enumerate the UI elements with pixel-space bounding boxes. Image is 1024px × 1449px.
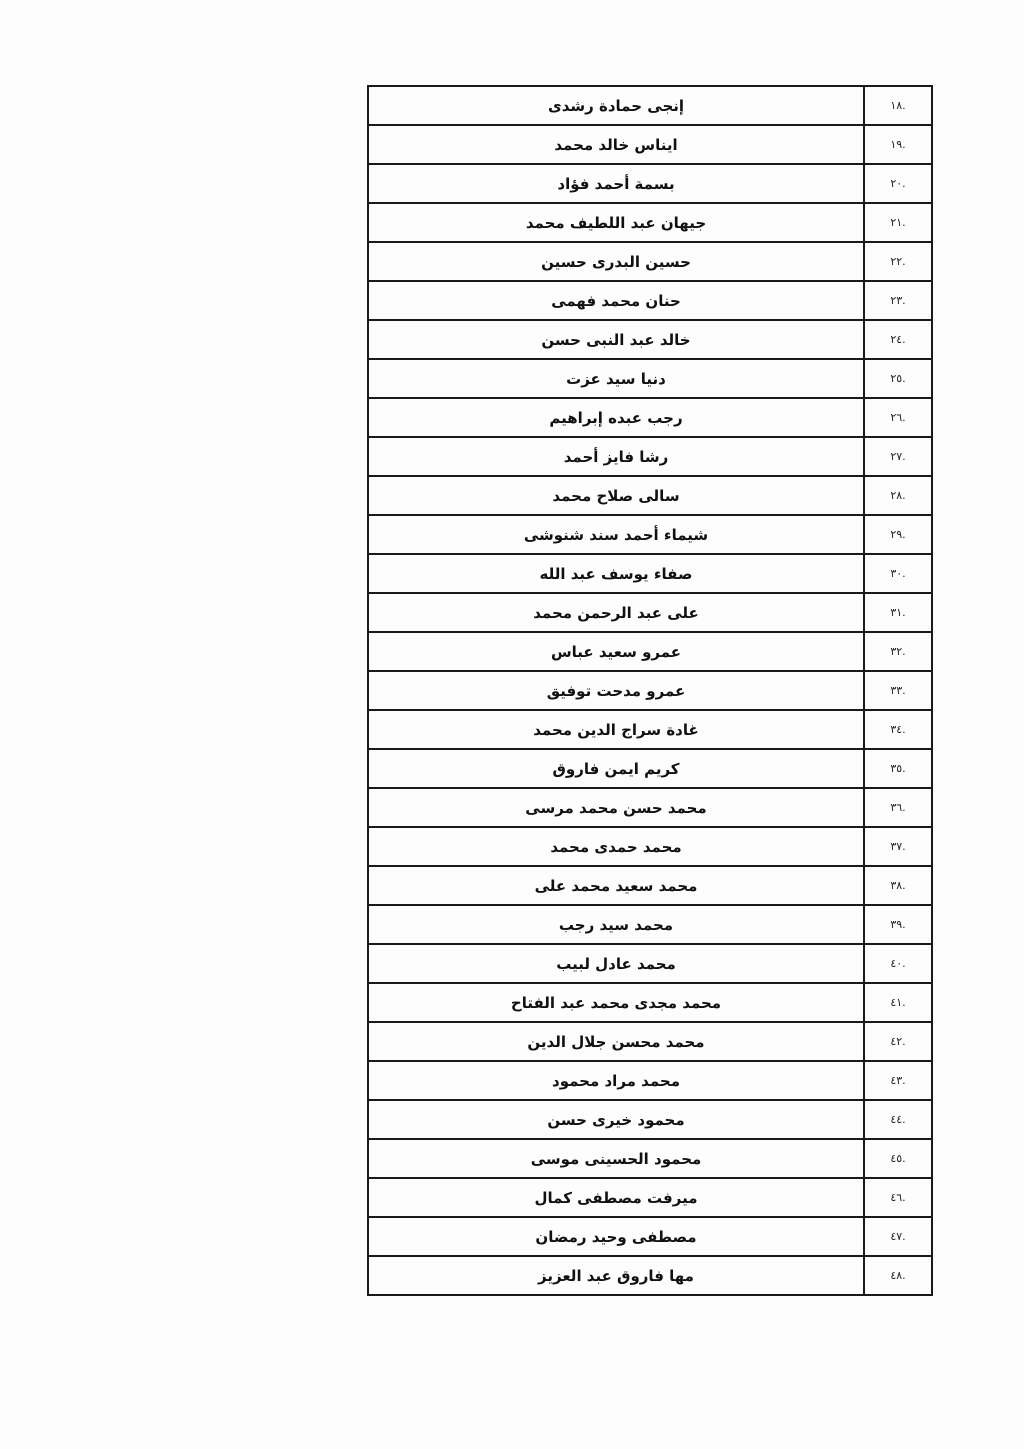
person-name: حنان محمد فهمى [368, 281, 864, 320]
row-number: .٣٣ [864, 671, 932, 710]
person-name: عمرو سعيد عباس [368, 632, 864, 671]
person-name: مها فاروق عبد العزيز [368, 1256, 864, 1295]
table-row [368, 944, 932, 983]
row-number: .١٩ [864, 125, 932, 164]
table-row [368, 554, 932, 593]
person-name: محمد مراد محمود [368, 1061, 864, 1100]
table-row [368, 359, 932, 398]
row-number: .٣٨ [864, 866, 932, 905]
person-name: إنجى حمادة رشدى [368, 86, 864, 125]
table-row [368, 1217, 932, 1256]
table-row [368, 320, 932, 359]
row-number: .٤١ [864, 983, 932, 1022]
row-number: .٣١ [864, 593, 932, 632]
person-name: على عبد الرحمن محمد [368, 593, 864, 632]
row-number: .٣٩ [864, 905, 932, 944]
person-name: شيماء أحمد سند شنوشى [368, 515, 864, 554]
table-row [368, 1139, 932, 1178]
table-row [368, 476, 932, 515]
table-row [368, 515, 932, 554]
row-number: .٤٧ [864, 1217, 932, 1256]
row-number: .١٨ [864, 86, 932, 125]
person-name: بسمة أحمد فؤاد [368, 164, 864, 203]
row-number: .٣٦ [864, 788, 932, 827]
person-name: رجب عبده إبراهيم [368, 398, 864, 437]
person-name: محمد عادل لبيب [368, 944, 864, 983]
row-number: .٢٧ [864, 437, 932, 476]
table-row [368, 905, 932, 944]
table-row [368, 1061, 932, 1100]
table-row [368, 866, 932, 905]
person-name: محمد حمدى محمد [368, 827, 864, 866]
row-number: .٣٥ [864, 749, 932, 788]
table-row [368, 86, 932, 125]
person-name: صفاء يوسف عبد الله [368, 554, 864, 593]
table-row [368, 749, 932, 788]
table-row [368, 164, 932, 203]
row-number: .٢٨ [864, 476, 932, 515]
person-name: محمد محسن جلال الدين [368, 1022, 864, 1061]
person-name: محمود خيرى حسن [368, 1100, 864, 1139]
row-number: .٤٤ [864, 1100, 932, 1139]
person-name: محمود الحسينى موسى [368, 1139, 864, 1178]
table-row [368, 710, 932, 749]
table-row [368, 242, 932, 281]
person-name: كريم ايمن فاروق [368, 749, 864, 788]
names-table-body [368, 86, 932, 1295]
person-name: محمد سيد رجب [368, 905, 864, 944]
table-row [368, 1256, 932, 1295]
row-number: .٢١ [864, 203, 932, 242]
person-name: عمرو مدحت توفيق [368, 671, 864, 710]
person-name: سالى صلاح محمد [368, 476, 864, 515]
person-name: محمد مجدى محمد عبد الفتاح [368, 983, 864, 1022]
table-row [368, 437, 932, 476]
table-row [368, 203, 932, 242]
names-table [367, 85, 933, 1296]
table-row [368, 1178, 932, 1217]
row-number: .٢٣ [864, 281, 932, 320]
table-row [368, 398, 932, 437]
table-row [368, 281, 932, 320]
table-row [368, 1100, 932, 1139]
row-number: .٤٣ [864, 1061, 932, 1100]
person-name: مصطفى وحيد رمضان [368, 1217, 864, 1256]
row-number: .٢٥ [864, 359, 932, 398]
person-name: محمد حسن محمد مرسى [368, 788, 864, 827]
row-number: .٢٠ [864, 164, 932, 203]
table-row [368, 125, 932, 164]
row-number: .٢٤ [864, 320, 932, 359]
table-row [368, 983, 932, 1022]
row-number: .٣٠ [864, 554, 932, 593]
person-name: محمد سعيد محمد على [368, 866, 864, 905]
person-name: خالد عبد النبى حسن [368, 320, 864, 359]
table-row [368, 1022, 932, 1061]
row-number: .٤٢ [864, 1022, 932, 1061]
person-name: غادة سراج الدين محمد [368, 710, 864, 749]
row-number: .٤٠ [864, 944, 932, 983]
table-row [368, 788, 932, 827]
table-row [368, 632, 932, 671]
row-number: .٣٧ [864, 827, 932, 866]
table-row [368, 827, 932, 866]
table-row [368, 593, 932, 632]
person-name: جيهان عبد اللطيف محمد [368, 203, 864, 242]
row-number: .٢٢ [864, 242, 932, 281]
table-row [368, 671, 932, 710]
person-name: رشا فايز أحمد [368, 437, 864, 476]
row-number: .٤٥ [864, 1139, 932, 1178]
person-name: ايناس خالد محمد [368, 125, 864, 164]
row-number: .٣٤ [864, 710, 932, 749]
person-name: دنيا سيد عزت [368, 359, 864, 398]
row-number: .٢٦ [864, 398, 932, 437]
person-name: حسين البدرى حسين [368, 242, 864, 281]
row-number: .٢٩ [864, 515, 932, 554]
row-number: .٣٢ [864, 632, 932, 671]
person-name: ميرفت مصطفى كمال [368, 1178, 864, 1217]
row-number: .٤٨ [864, 1256, 932, 1295]
row-number: .٤٦ [864, 1178, 932, 1217]
